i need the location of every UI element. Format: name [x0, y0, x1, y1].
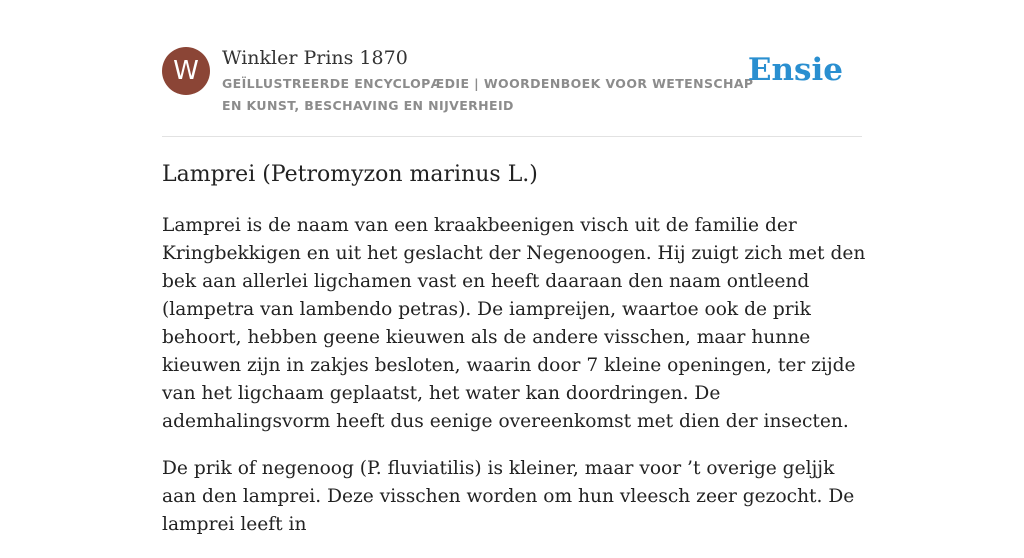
ensie-logo-link[interactable]: Ensie — [747, 52, 843, 88]
source-header — [162, 44, 862, 137]
article-title: Lamprei (Petromyzon marinus L.) — [162, 162, 538, 187]
article-paragraph: Lamprei is de naam van een kraakbeenigen visch uit de familie der Kringbekkigen en uit het geslacht der Negenoogen. Hij zuigt zich met den bek aan allerlei ligchamen vast en heeft daaraan den naam ontleend (lampetra van lambendo petras). De iampreijen, waartoe ook de prik behoort, hebben geene kieuwen als de andere visschen, maar hunne kieuwen zijn in zakjes besloten, waarin door 7 kleine openingen, ter zijde van het ligchaam geplaatst, het water kan doordringen. De ademhalingsvorm heeft dus eenige overeenkomst met dien der insecten. — [162, 215, 866, 432]
source-avatar[interactable]: W — [162, 47, 210, 95]
source-subtitle: GEÏLLUSTREERDE ENCYCLOPÆDIE | WOORDENBOEK VOOR WETENSCHAP EN KUNST, BESCHAVING EN NIJVERHEID — [222, 76, 754, 113]
article-paragraph: De prik of negenoog (P. fluviatilis) is kleiner, maar voor ’t overige geljjk aan den lamprei. Deze visschen worden om hun vleesch zeer gezocht. De lamprei leeft in — [162, 458, 855, 535]
source-title[interactable]: Winkler Prins 1870 — [222, 47, 408, 69]
article-body — [162, 212, 870, 558]
